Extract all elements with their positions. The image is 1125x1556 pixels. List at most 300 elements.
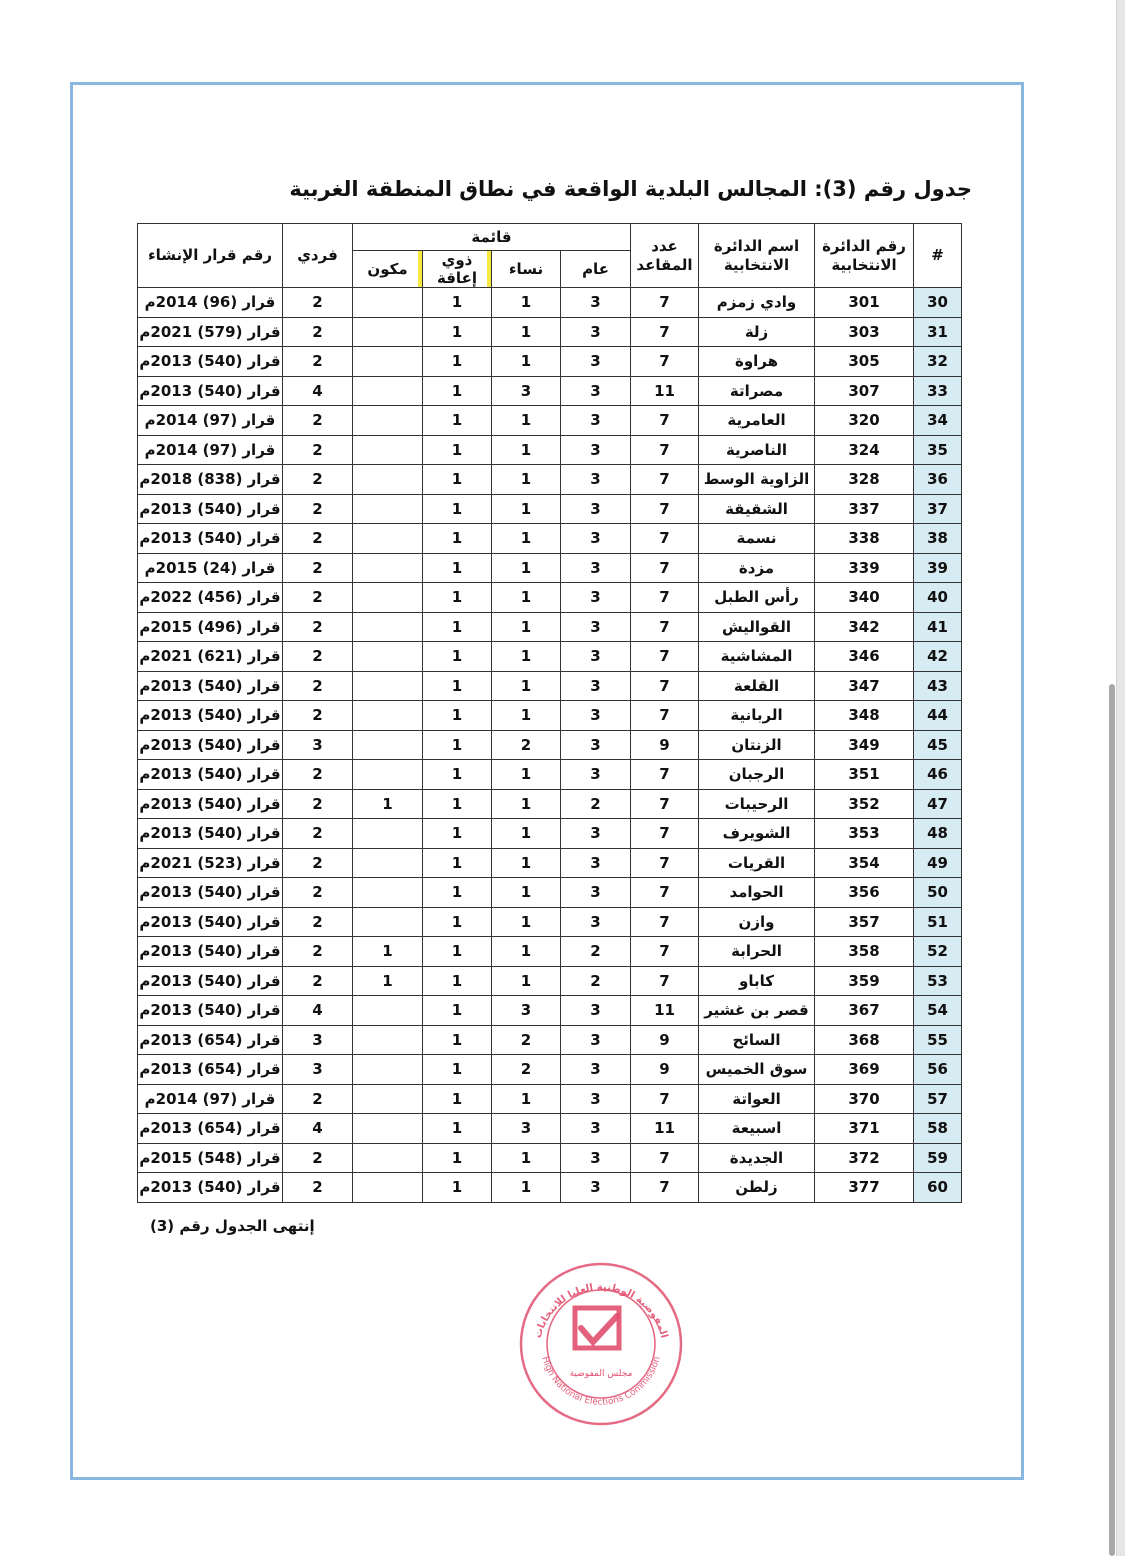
women-seats: 1 bbox=[492, 406, 561, 436]
circle-number: 351 bbox=[815, 760, 914, 790]
circle-name: السائح bbox=[699, 1025, 815, 1055]
circle-number: 349 bbox=[815, 730, 914, 760]
row-index: 34 bbox=[914, 406, 962, 436]
general-seats: 2 bbox=[561, 789, 631, 819]
circle-number: 301 bbox=[815, 288, 914, 318]
component-seats: 1 bbox=[353, 966, 423, 996]
individual-seats: 2 bbox=[283, 524, 353, 554]
seats-count: 7 bbox=[631, 406, 699, 436]
row-index: 35 bbox=[914, 435, 962, 465]
general-seats: 3 bbox=[561, 671, 631, 701]
header-circle-name: اسم الدائرة الانتخابية bbox=[699, 224, 815, 288]
disabled-seats: 1 bbox=[423, 642, 492, 672]
women-seats: 2 bbox=[492, 1055, 561, 1085]
table-row bbox=[138, 494, 962, 524]
row-index: 30 bbox=[914, 288, 962, 318]
decree-number: قرار (97) 2014م bbox=[138, 435, 283, 465]
seats-count: 7 bbox=[631, 1143, 699, 1173]
circle-name: الزاوية الوسط bbox=[699, 465, 815, 495]
circle-name: اسبيعة bbox=[699, 1114, 815, 1144]
circle-number: 353 bbox=[815, 819, 914, 849]
circle-number: 367 bbox=[815, 996, 914, 1026]
circle-number: 370 bbox=[815, 1084, 914, 1114]
individual-seats: 2 bbox=[283, 760, 353, 790]
seats-count: 7 bbox=[631, 347, 699, 377]
disabled-seats: 1 bbox=[423, 583, 492, 613]
table-row bbox=[138, 907, 962, 937]
decree-number: قرار (540) 2013م bbox=[138, 996, 283, 1026]
component-seats bbox=[353, 583, 423, 613]
women-seats: 1 bbox=[492, 317, 561, 347]
individual-seats: 2 bbox=[283, 789, 353, 819]
seats-count: 7 bbox=[631, 789, 699, 819]
circle-name: وازن bbox=[699, 907, 815, 937]
component-seats bbox=[353, 730, 423, 760]
circle-name: الشقيقة bbox=[699, 494, 815, 524]
circle-name: مزدة bbox=[699, 553, 815, 583]
individual-seats: 2 bbox=[283, 1173, 353, 1203]
women-seats: 3 bbox=[492, 1114, 561, 1144]
individual-seats: 2 bbox=[283, 435, 353, 465]
table-row bbox=[138, 819, 962, 849]
decree-number: قرار (621) 2021م bbox=[138, 642, 283, 672]
seats-count: 7 bbox=[631, 583, 699, 613]
decree-number: قرار (540) 2013م bbox=[138, 671, 283, 701]
row-index: 46 bbox=[914, 760, 962, 790]
general-seats: 3 bbox=[561, 583, 631, 613]
individual-seats: 2 bbox=[283, 937, 353, 967]
disabled-seats: 1 bbox=[423, 937, 492, 967]
general-seats: 3 bbox=[561, 878, 631, 908]
decree-number: قرار (654) 2013م bbox=[138, 1114, 283, 1144]
women-seats: 1 bbox=[492, 494, 561, 524]
individual-seats: 2 bbox=[283, 907, 353, 937]
disabled-seats: 1 bbox=[423, 612, 492, 642]
decree-number: قرار (540) 2013م bbox=[138, 789, 283, 819]
component-seats bbox=[353, 612, 423, 642]
component-seats: 1 bbox=[353, 937, 423, 967]
table-row bbox=[138, 878, 962, 908]
seats-count: 7 bbox=[631, 465, 699, 495]
circle-number: 320 bbox=[815, 406, 914, 436]
component-seats bbox=[353, 1055, 423, 1085]
general-seats: 2 bbox=[561, 937, 631, 967]
decree-number: قرار (540) 2013م bbox=[138, 494, 283, 524]
row-index: 50 bbox=[914, 878, 962, 908]
circle-number: 307 bbox=[815, 376, 914, 406]
decree-number: قرار (540) 2013م bbox=[138, 730, 283, 760]
circle-name: القريات bbox=[699, 848, 815, 878]
decree-number: قرار (540) 2013م bbox=[138, 907, 283, 937]
component-seats bbox=[353, 1084, 423, 1114]
decree-number: قرار (654) 2013م bbox=[138, 1025, 283, 1055]
women-seats: 1 bbox=[492, 819, 561, 849]
women-seats: 1 bbox=[492, 789, 561, 819]
general-seats: 3 bbox=[561, 288, 631, 318]
scrollbar[interactable] bbox=[1109, 684, 1115, 1556]
circle-name: الحوامد bbox=[699, 878, 815, 908]
circle-number: 359 bbox=[815, 966, 914, 996]
header-individual: فردي bbox=[283, 224, 353, 288]
seats-count: 7 bbox=[631, 1084, 699, 1114]
individual-seats: 2 bbox=[283, 583, 353, 613]
disabled-seats: 1 bbox=[423, 347, 492, 377]
decree-number: قرار (97) 2014م bbox=[138, 1084, 283, 1114]
seats-count: 7 bbox=[631, 760, 699, 790]
component-seats bbox=[353, 760, 423, 790]
individual-seats: 2 bbox=[283, 878, 353, 908]
general-seats: 3 bbox=[561, 347, 631, 377]
component-seats bbox=[353, 878, 423, 908]
table-row bbox=[138, 642, 962, 672]
table-row bbox=[138, 760, 962, 790]
end-of-table-note: إنتهى الجدول رقم (3) bbox=[150, 1217, 315, 1235]
row-index: 59 bbox=[914, 1143, 962, 1173]
general-seats: 3 bbox=[561, 317, 631, 347]
circle-name: الرحيبات bbox=[699, 789, 815, 819]
disabled-seats: 1 bbox=[423, 966, 492, 996]
table-row bbox=[138, 1055, 962, 1085]
circle-number: 371 bbox=[815, 1114, 914, 1144]
circle-name: القواليش bbox=[699, 612, 815, 642]
row-index: 52 bbox=[914, 937, 962, 967]
circle-number: 358 bbox=[815, 937, 914, 967]
general-seats: 3 bbox=[561, 1114, 631, 1144]
circle-number: 372 bbox=[815, 1143, 914, 1173]
women-seats: 1 bbox=[492, 937, 561, 967]
component-seats: 1 bbox=[353, 789, 423, 819]
general-seats: 3 bbox=[561, 819, 631, 849]
circle-number: 305 bbox=[815, 347, 914, 377]
component-seats bbox=[353, 288, 423, 318]
decree-number: قرار (97) 2014م bbox=[138, 406, 283, 436]
decree-number: قرار (496) 2015م bbox=[138, 612, 283, 642]
seats-count: 7 bbox=[631, 966, 699, 996]
window-edge bbox=[1116, 0, 1125, 1556]
decree-number: قرار (523) 2021م bbox=[138, 848, 283, 878]
individual-seats: 2 bbox=[283, 465, 353, 495]
circle-number: 340 bbox=[815, 583, 914, 613]
seats-count: 7 bbox=[631, 642, 699, 672]
circle-name: قصر بن غشير bbox=[699, 996, 815, 1026]
table-row bbox=[138, 465, 962, 495]
row-index: 36 bbox=[914, 465, 962, 495]
general-seats: 3 bbox=[561, 406, 631, 436]
circle-name: سوق الخميس bbox=[699, 1055, 815, 1085]
circle-number: 352 bbox=[815, 789, 914, 819]
row-index: 60 bbox=[914, 1173, 962, 1203]
row-index: 48 bbox=[914, 819, 962, 849]
disabled-seats: 1 bbox=[423, 494, 492, 524]
women-seats: 1 bbox=[492, 612, 561, 642]
circle-name: الشويرف bbox=[699, 819, 815, 849]
general-seats: 3 bbox=[561, 848, 631, 878]
general-seats: 3 bbox=[561, 1055, 631, 1085]
component-seats bbox=[353, 996, 423, 1026]
row-index: 53 bbox=[914, 966, 962, 996]
decree-number: قرار (540) 2013م bbox=[138, 347, 283, 377]
disabled-seats: 1 bbox=[423, 553, 492, 583]
disabled-seats: 1 bbox=[423, 730, 492, 760]
decree-number: قرار (579) 2021م bbox=[138, 317, 283, 347]
header-women: نساء bbox=[492, 251, 561, 288]
disabled-seats: 1 bbox=[423, 1025, 492, 1055]
component-seats bbox=[353, 524, 423, 554]
component-seats bbox=[353, 1114, 423, 1144]
seats-count: 7 bbox=[631, 435, 699, 465]
circle-number: 328 bbox=[815, 465, 914, 495]
decree-number: قرار (540) 2013م bbox=[138, 376, 283, 406]
circle-name: زلة bbox=[699, 317, 815, 347]
circle-name: القلعة bbox=[699, 671, 815, 701]
circle-number: 356 bbox=[815, 878, 914, 908]
general-seats: 3 bbox=[561, 435, 631, 465]
general-seats: 3 bbox=[561, 701, 631, 731]
seats-count: 7 bbox=[631, 524, 699, 554]
component-seats bbox=[353, 701, 423, 731]
table-row bbox=[138, 376, 962, 406]
circle-name: الحرابة bbox=[699, 937, 815, 967]
row-index: 54 bbox=[914, 996, 962, 1026]
seats-count: 7 bbox=[631, 671, 699, 701]
table-row bbox=[138, 435, 962, 465]
individual-seats: 2 bbox=[283, 1143, 353, 1173]
seats-count: 7 bbox=[631, 494, 699, 524]
individual-seats: 2 bbox=[283, 701, 353, 731]
decree-number: قرار (540) 2013م bbox=[138, 760, 283, 790]
women-seats: 1 bbox=[492, 524, 561, 554]
row-index: 51 bbox=[914, 907, 962, 937]
component-seats bbox=[353, 347, 423, 377]
table-row bbox=[138, 1114, 962, 1144]
header-general: عام bbox=[561, 251, 631, 288]
row-index: 43 bbox=[914, 671, 962, 701]
disabled-seats: 1 bbox=[423, 465, 492, 495]
women-seats: 1 bbox=[492, 907, 561, 937]
seats-count: 7 bbox=[631, 1173, 699, 1203]
circle-number: 338 bbox=[815, 524, 914, 554]
table-row bbox=[138, 966, 962, 996]
seats-count: 7 bbox=[631, 848, 699, 878]
individual-seats: 2 bbox=[283, 612, 353, 642]
table-row bbox=[138, 612, 962, 642]
decree-number: قرار (96) 2014م bbox=[138, 288, 283, 318]
individual-seats: 3 bbox=[283, 1055, 353, 1085]
seats-count: 9 bbox=[631, 730, 699, 760]
circle-name: رأس الطبل bbox=[699, 583, 815, 613]
women-seats: 1 bbox=[492, 288, 561, 318]
disabled-seats: 1 bbox=[423, 996, 492, 1026]
decree-number: قرار (540) 2013م bbox=[138, 937, 283, 967]
decree-number: قرار (540) 2013م bbox=[138, 966, 283, 996]
circle-name: العامرية bbox=[699, 406, 815, 436]
general-seats: 3 bbox=[561, 524, 631, 554]
component-seats bbox=[353, 642, 423, 672]
circle-number: 347 bbox=[815, 671, 914, 701]
disabled-seats: 1 bbox=[423, 819, 492, 849]
disabled-seats: 1 bbox=[423, 435, 492, 465]
seats-count: 7 bbox=[631, 288, 699, 318]
individual-seats: 2 bbox=[283, 671, 353, 701]
disabled-seats: 1 bbox=[423, 1084, 492, 1114]
decree-number: قرار (24) 2015م bbox=[138, 553, 283, 583]
circle-number: 377 bbox=[815, 1173, 914, 1203]
seats-count: 7 bbox=[631, 612, 699, 642]
header-disabled: ذوي إعاقة bbox=[423, 251, 492, 288]
decree-number: قرار (540) 2013م bbox=[138, 819, 283, 849]
table-row bbox=[138, 583, 962, 613]
general-seats: 3 bbox=[561, 612, 631, 642]
component-seats bbox=[353, 1143, 423, 1173]
row-index: 33 bbox=[914, 376, 962, 406]
general-seats: 3 bbox=[561, 553, 631, 583]
women-seats: 3 bbox=[492, 376, 561, 406]
individual-seats: 2 bbox=[283, 494, 353, 524]
circle-number: 342 bbox=[815, 612, 914, 642]
women-seats: 1 bbox=[492, 642, 561, 672]
row-index: 55 bbox=[914, 1025, 962, 1055]
women-seats: 1 bbox=[492, 1143, 561, 1173]
general-seats: 3 bbox=[561, 1173, 631, 1203]
table-row bbox=[138, 701, 962, 731]
component-seats bbox=[353, 848, 423, 878]
seats-count: 7 bbox=[631, 937, 699, 967]
header-index: # bbox=[914, 224, 962, 288]
individual-seats: 4 bbox=[283, 376, 353, 406]
decree-number: قرار (540) 2013م bbox=[138, 701, 283, 731]
row-index: 32 bbox=[914, 347, 962, 377]
women-seats: 1 bbox=[492, 671, 561, 701]
individual-seats: 2 bbox=[283, 819, 353, 849]
decree-number: قرار (540) 2013م bbox=[138, 1173, 283, 1203]
disabled-seats: 1 bbox=[423, 406, 492, 436]
component-seats bbox=[353, 553, 423, 583]
circle-name: الناصرية bbox=[699, 435, 815, 465]
women-seats: 1 bbox=[492, 583, 561, 613]
svg-text:High National Elections Commis: High National Elections Commission bbox=[539, 1355, 663, 1408]
circle-name: الربانية bbox=[699, 701, 815, 731]
disabled-seats: 1 bbox=[423, 376, 492, 406]
component-seats bbox=[353, 435, 423, 465]
women-seats: 1 bbox=[492, 848, 561, 878]
general-seats: 3 bbox=[561, 1143, 631, 1173]
women-seats: 1 bbox=[492, 435, 561, 465]
row-index: 56 bbox=[914, 1055, 962, 1085]
disabled-seats: 1 bbox=[423, 878, 492, 908]
disabled-seats: 1 bbox=[423, 789, 492, 819]
seats-count: 7 bbox=[631, 819, 699, 849]
table-row bbox=[138, 524, 962, 554]
circle-name: كاباو bbox=[699, 966, 815, 996]
women-seats: 2 bbox=[492, 1025, 561, 1055]
women-seats: 2 bbox=[492, 730, 561, 760]
table-row bbox=[138, 317, 962, 347]
individual-seats: 2 bbox=[283, 406, 353, 436]
disabled-seats: 1 bbox=[423, 701, 492, 731]
table-row bbox=[138, 1173, 962, 1203]
header-decree: رقم قرار الإنشاء bbox=[138, 224, 283, 288]
component-seats bbox=[353, 1025, 423, 1055]
general-seats: 3 bbox=[561, 1025, 631, 1055]
women-seats: 1 bbox=[492, 465, 561, 495]
circle-number: 357 bbox=[815, 907, 914, 937]
header-seats: عدد المقاعد bbox=[631, 224, 699, 288]
general-seats: 3 bbox=[561, 642, 631, 672]
circle-number: 346 bbox=[815, 642, 914, 672]
disabled-seats: 1 bbox=[423, 288, 492, 318]
individual-seats: 2 bbox=[283, 553, 353, 583]
table-row bbox=[138, 848, 962, 878]
seats-count: 7 bbox=[631, 878, 699, 908]
component-seats bbox=[353, 819, 423, 849]
disabled-seats: 1 bbox=[423, 671, 492, 701]
individual-seats: 2 bbox=[283, 288, 353, 318]
individual-seats: 2 bbox=[283, 848, 353, 878]
general-seats: 3 bbox=[561, 465, 631, 495]
decree-number: قرار (540) 2013م bbox=[138, 878, 283, 908]
table-row bbox=[138, 1143, 962, 1173]
component-seats bbox=[353, 465, 423, 495]
circle-number: 337 bbox=[815, 494, 914, 524]
table-row bbox=[138, 730, 962, 760]
circle-name: الجديدة bbox=[699, 1143, 815, 1173]
general-seats: 2 bbox=[561, 966, 631, 996]
circle-name: زلطن bbox=[699, 1173, 815, 1203]
seats-count: 9 bbox=[631, 1025, 699, 1055]
table-row bbox=[138, 937, 962, 967]
circle-name: الزنتان bbox=[699, 730, 815, 760]
general-seats: 3 bbox=[561, 907, 631, 937]
row-index: 49 bbox=[914, 848, 962, 878]
seats-count: 7 bbox=[631, 907, 699, 937]
decree-number: قرار (548) 2015م bbox=[138, 1143, 283, 1173]
decree-number: قرار (540) 2013م bbox=[138, 524, 283, 554]
women-seats: 3 bbox=[492, 996, 561, 1026]
women-seats: 1 bbox=[492, 760, 561, 790]
commission-seal-stamp bbox=[517, 1260, 685, 1428]
table-row bbox=[138, 996, 962, 1026]
header-list-group: قائمة bbox=[353, 224, 631, 251]
seats-count: 11 bbox=[631, 376, 699, 406]
circle-name: العواتة bbox=[699, 1084, 815, 1114]
component-seats bbox=[353, 317, 423, 347]
row-index: 37 bbox=[914, 494, 962, 524]
individual-seats: 2 bbox=[283, 347, 353, 377]
disabled-seats: 1 bbox=[423, 524, 492, 554]
row-index: 42 bbox=[914, 642, 962, 672]
individual-seats: 3 bbox=[283, 730, 353, 760]
table-row bbox=[138, 406, 962, 436]
header-component: مكون bbox=[353, 251, 423, 288]
table-row bbox=[138, 347, 962, 377]
component-seats bbox=[353, 1173, 423, 1203]
women-seats: 1 bbox=[492, 347, 561, 377]
row-index: 44 bbox=[914, 701, 962, 731]
women-seats: 1 bbox=[492, 966, 561, 996]
circle-number: 339 bbox=[815, 553, 914, 583]
table-row bbox=[138, 1084, 962, 1114]
women-seats: 1 bbox=[492, 878, 561, 908]
component-seats bbox=[353, 494, 423, 524]
row-index: 45 bbox=[914, 730, 962, 760]
table-body bbox=[138, 288, 962, 1203]
individual-seats: 3 bbox=[283, 1025, 353, 1055]
circle-number: 348 bbox=[815, 701, 914, 731]
svg-text:المفوضية الوطنية العليا للانتخ: المفوضية الوطنية العليا للانتخابات bbox=[532, 1281, 670, 1340]
seats-count: 11 bbox=[631, 996, 699, 1026]
disabled-seats: 1 bbox=[423, 1114, 492, 1144]
women-seats: 1 bbox=[492, 1173, 561, 1203]
